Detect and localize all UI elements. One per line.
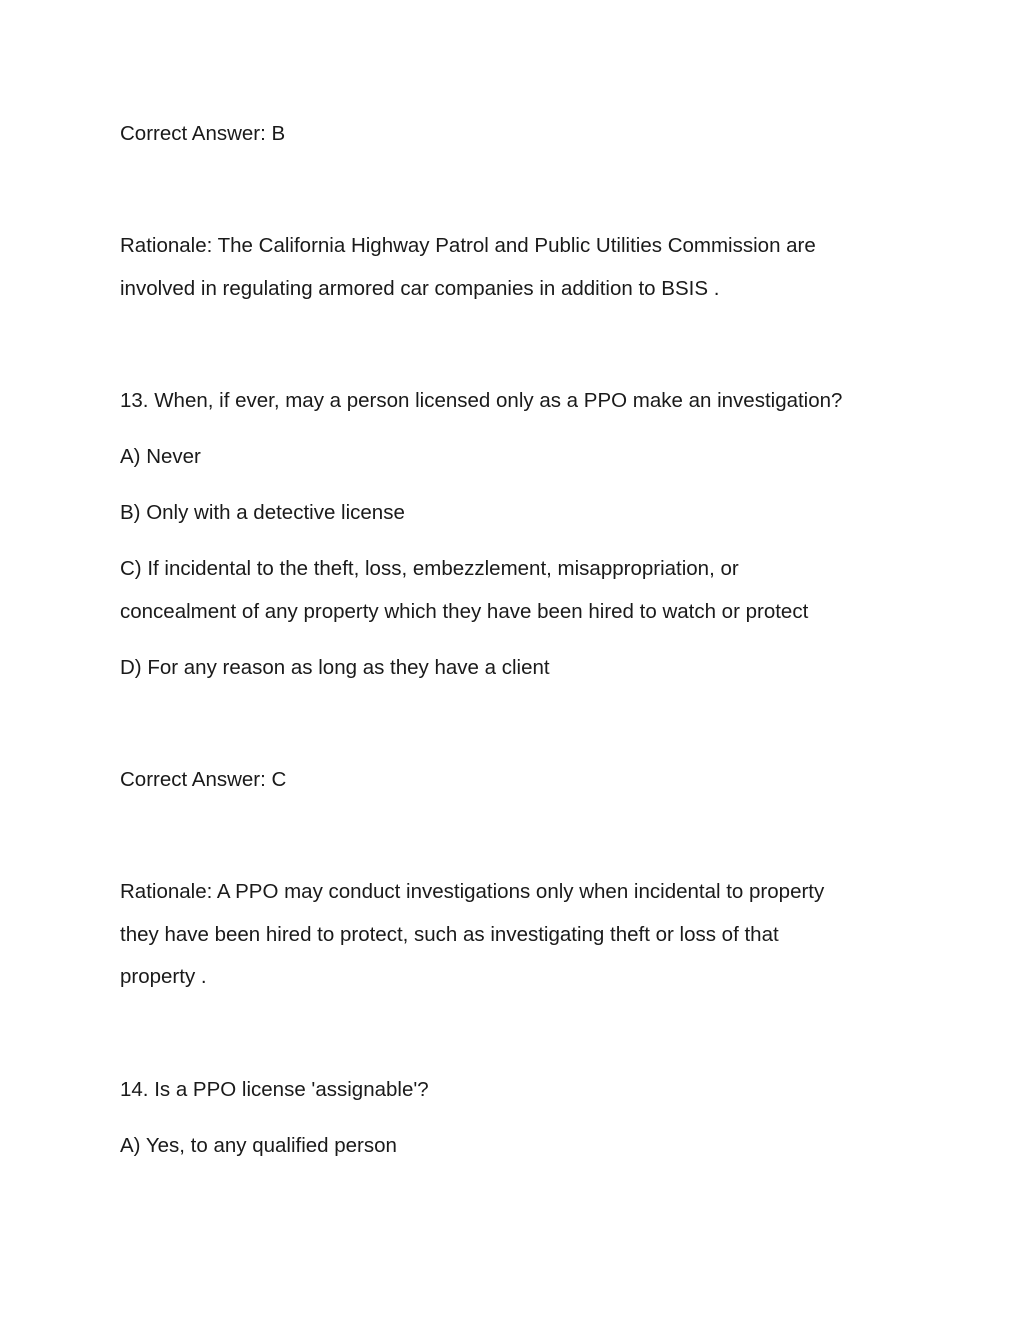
q13-option-d: D) For any reason as long as they have a client (120, 656, 550, 679)
q13-rationale-line-3: property . (120, 965, 207, 988)
q13-rationale-line-2: they have been hired to protect, such as investigating theft or loss of that (120, 923, 779, 946)
q13-option-b: B) Only with a detective license (120, 501, 405, 524)
q13-option-a: A) Never (120, 445, 201, 468)
q14-option-a: A) Yes, to any qualified person (120, 1134, 397, 1157)
q12-rationale-line-2: involved in regulating armored car companies in addition to BSIS . (120, 277, 720, 300)
q13-question: 13. When, if ever, may a person licensed only as a PPO make an investigation? (120, 389, 843, 412)
q12-correct-answer: Correct Answer: B (120, 122, 286, 145)
q14-question: 14. Is a PPO license 'assignable'? (120, 1078, 429, 1101)
q13-correct-answer: Correct Answer: C (120, 768, 287, 791)
q12-rationale-line-1: Rationale: The California Highway Patrol and Public Utilities Commission are (120, 234, 816, 257)
q13-rationale-line-1: Rationale: A PPO may conduct investigations only when incidental to property (120, 880, 825, 903)
q13-option-c-line-1: C) If incidental to the theft, loss, embezzlement, misappropriation, or (120, 557, 739, 580)
q13-option-c-line-2: concealment of any property which they have been hired to watch or protect (120, 600, 809, 623)
